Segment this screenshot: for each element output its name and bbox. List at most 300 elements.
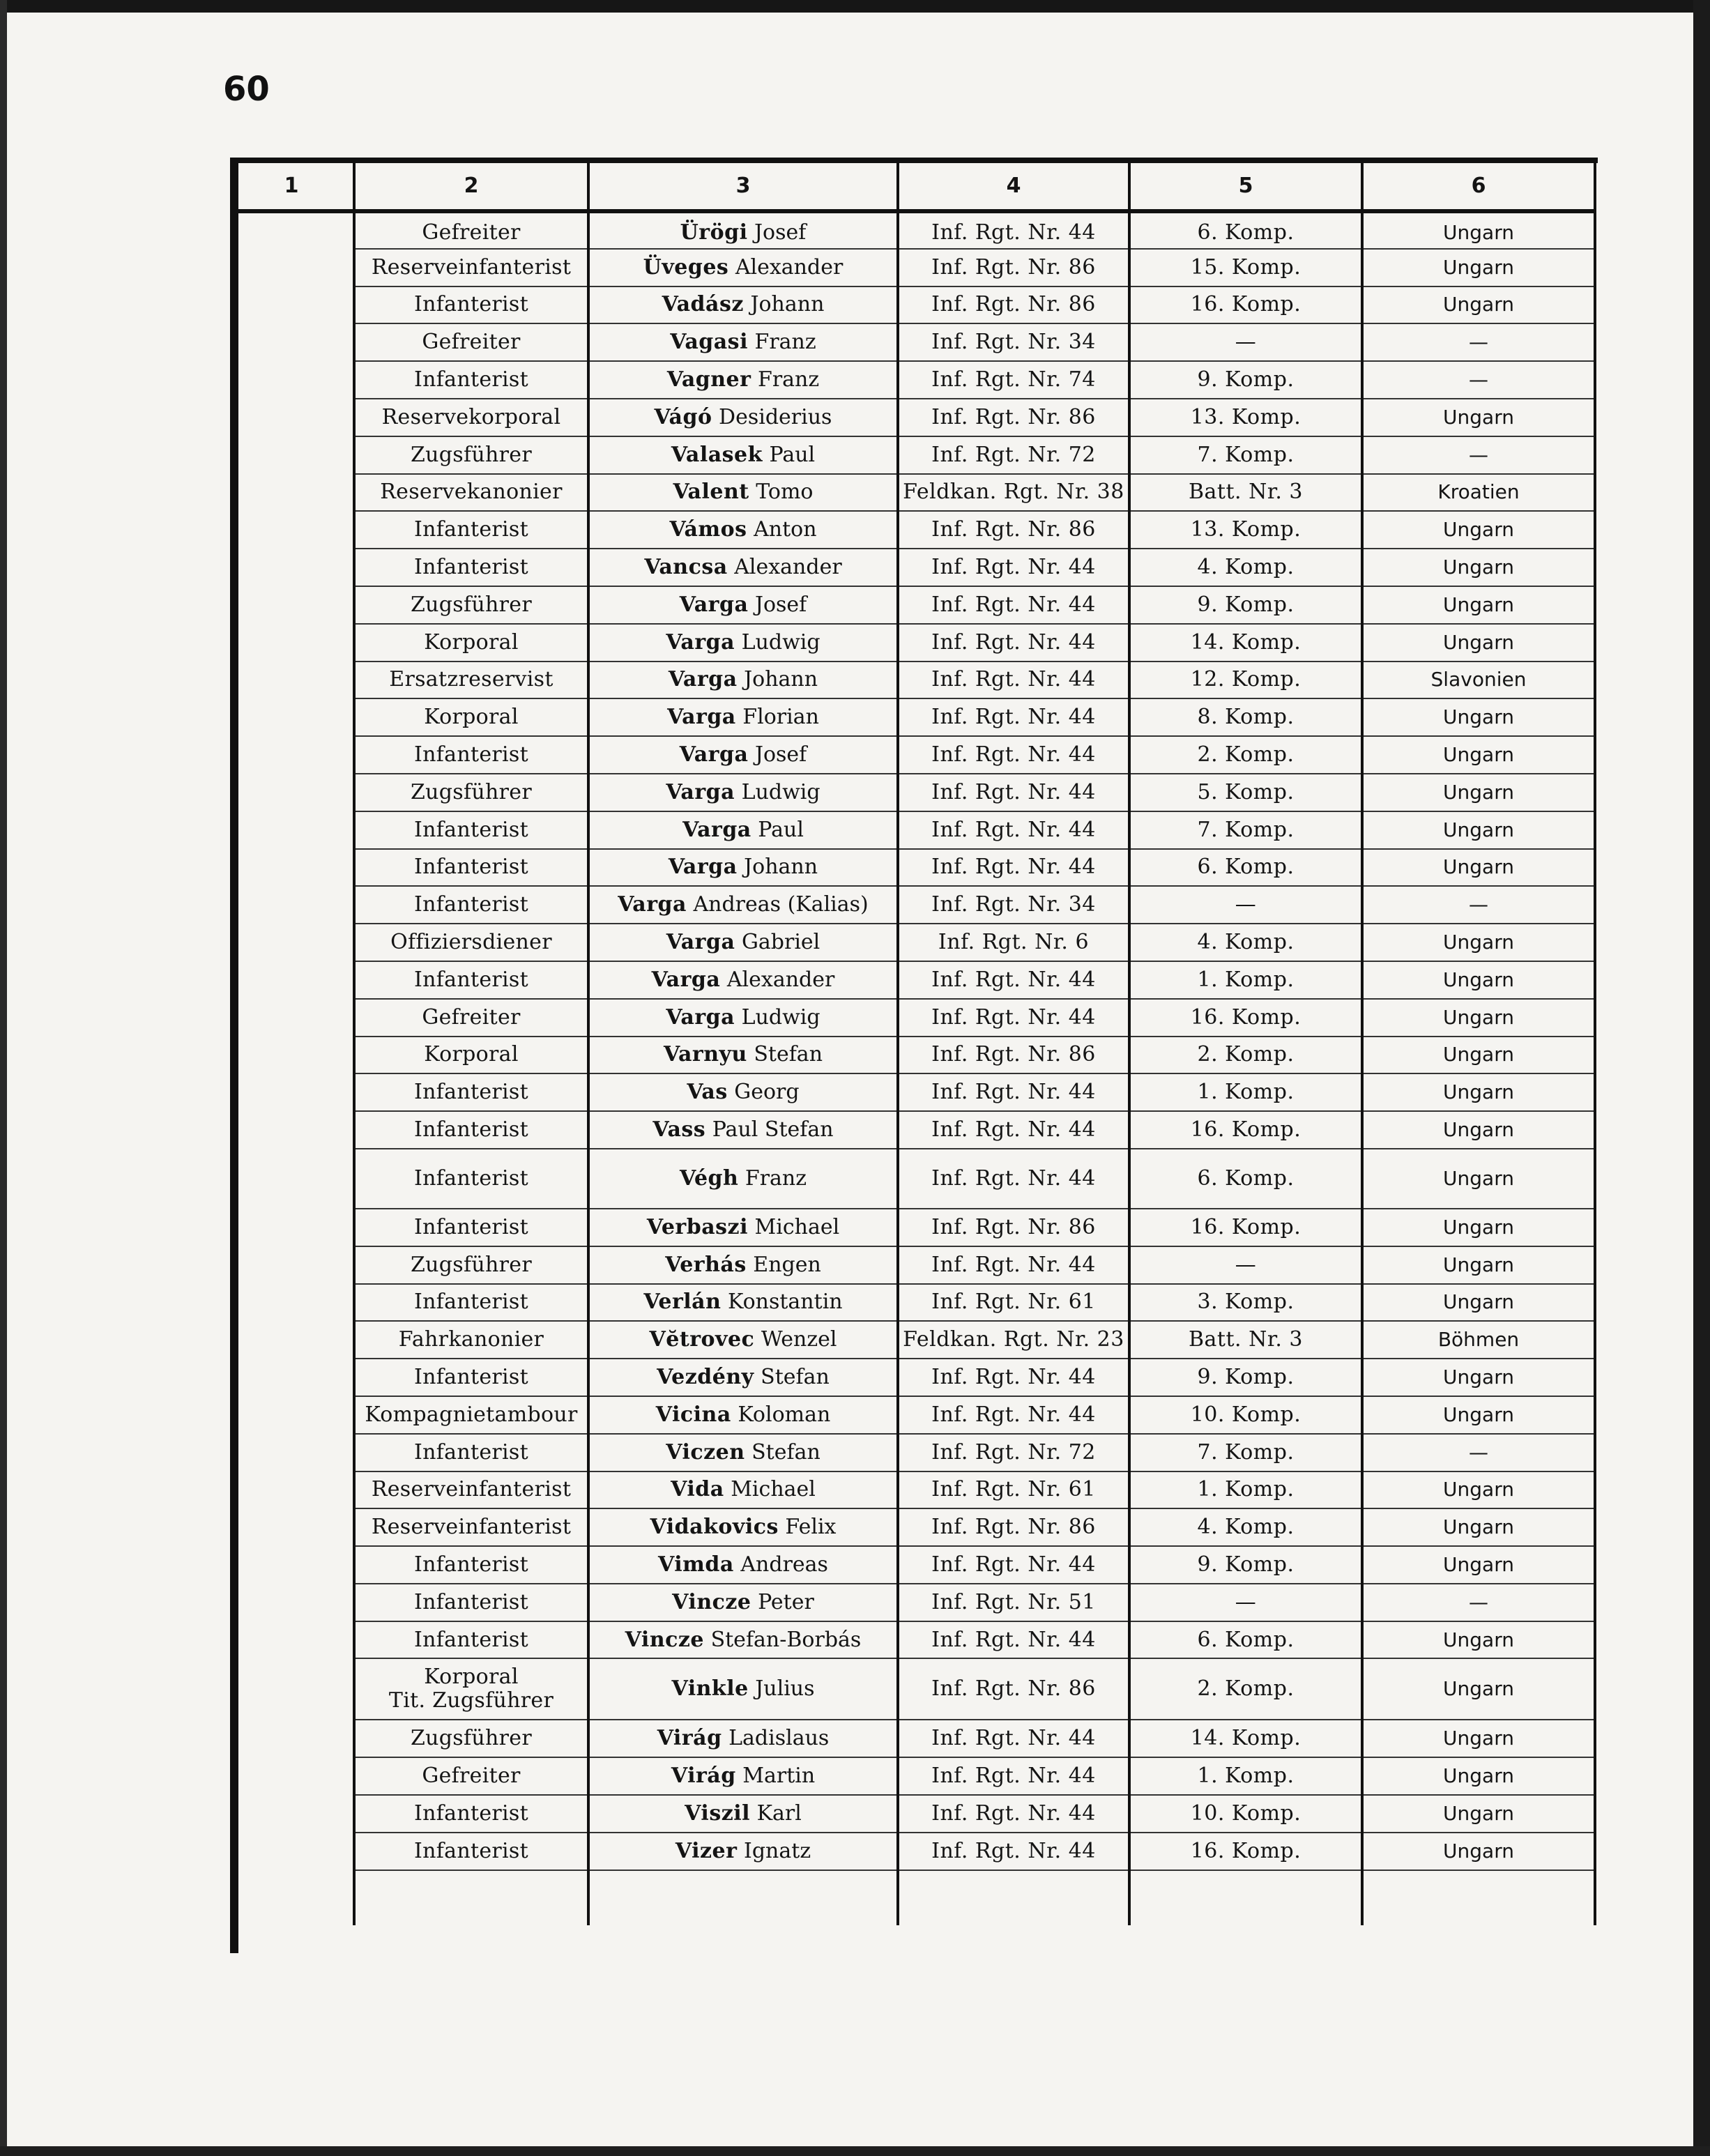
homeland-text: Ungarn: [1443, 1402, 1514, 1426]
table-trailing-space: [230, 1870, 1595, 1925]
given-name: Johann: [744, 667, 818, 692]
homeland-text: Ungarn: [1443, 1727, 1514, 1750]
unit-text: Inf. Rgt. Nr. 86: [931, 1676, 1096, 1702]
subunit-text: 10. Komp.: [1190, 1402, 1301, 1427]
cell-name: [588, 1658, 898, 1720]
subunit-text: 1. Komp.: [1197, 1477, 1295, 1502]
subunit-text: 2. Komp.: [1197, 1676, 1295, 1702]
cell-number: [230, 1720, 354, 1757]
rank-text: Zugsführer: [411, 442, 532, 467]
cell-subunit: [1129, 1246, 1362, 1284]
cell-rank: [354, 698, 588, 736]
cell-unit: [898, 1246, 1129, 1284]
cell-name: [588, 1508, 898, 1546]
cell-homeland: [1362, 1111, 1595, 1149]
cell-name: [588, 1471, 898, 1509]
cell-name: [588, 662, 898, 699]
subunit-text: Batt. Nr. 3: [1188, 480, 1304, 505]
homeland-text: Ungarn: [1443, 1552, 1514, 1576]
cell-subunit: [1129, 886, 1362, 924]
surname: Viszil: [685, 1801, 751, 1826]
cell-homeland: [1362, 774, 1595, 811]
rank-text: Infanterist: [414, 1365, 528, 1389]
cell-number: [230, 1037, 354, 1074]
table-row: [230, 474, 1595, 512]
homeland-text: Ungarn: [1443, 818, 1514, 841]
surname: Varga: [682, 817, 751, 842]
rank-text: Infanterist: [414, 1552, 528, 1577]
surname: Ürögi: [680, 220, 748, 245]
unit-text: Inf. Rgt. Nr. 44: [931, 705, 1096, 730]
cell-number: [230, 1149, 354, 1209]
cell-unit: [898, 211, 1129, 249]
subunit-text: 9. Komp.: [1197, 1552, 1295, 1577]
cell-homeland: [1362, 1508, 1595, 1546]
table-row: [230, 511, 1595, 549]
cell-unit: [898, 1658, 1129, 1720]
table-row: [230, 1471, 1595, 1509]
cell-rank: [354, 586, 588, 624]
homeland-text: Ungarn: [1443, 1290, 1514, 1314]
cell-unit: [898, 924, 1129, 961]
given-name: Julius: [755, 1676, 815, 1702]
cell-subunit: [1129, 1757, 1362, 1795]
rank-text: Infanterist: [414, 1838, 528, 1863]
cell-unit: [898, 811, 1129, 849]
subunit-text: 5. Komp.: [1197, 779, 1295, 804]
rank-text: Zugsführer: [411, 779, 532, 804]
table-row: [230, 624, 1595, 662]
homeland-text: —: [1469, 368, 1488, 392]
table-row: [230, 1284, 1595, 1322]
cell-homeland: [1362, 1757, 1595, 1795]
table-row: [230, 924, 1595, 961]
cell-number: [230, 886, 354, 924]
subunit-text: 6. Komp.: [1197, 220, 1295, 245]
homeland-text: Ungarn: [1443, 592, 1514, 616]
cell-name: [588, 999, 898, 1037]
cell-subunit: [1129, 474, 1362, 512]
subunit-text: 16. Komp.: [1190, 1214, 1301, 1239]
cell-name: [588, 361, 898, 399]
rank-text: Gefreiter: [422, 1004, 521, 1030]
rank-text: Gefreiter: [422, 1764, 521, 1789]
rank-text: Reserveinfanterist: [371, 1515, 572, 1540]
rank-text: Infanterist: [414, 1589, 528, 1614]
cell-subunit: [1129, 924, 1362, 961]
homeland-text: Slavonien: [1430, 668, 1527, 691]
cell-subunit: [1129, 1209, 1362, 1246]
cell-homeland: [1362, 999, 1595, 1037]
cell-name: [588, 1037, 898, 1074]
cell-homeland: [1362, 511, 1595, 549]
cell-number: [230, 1321, 354, 1359]
cell-subunit: [1129, 1546, 1362, 1584]
rank-text: Reservekanonier: [380, 480, 563, 505]
rank-text: Kompagnietambour: [365, 1402, 578, 1427]
cell-homeland: [1362, 1833, 1595, 1870]
cell-number: [230, 1284, 354, 1322]
surname: Vimda: [658, 1552, 734, 1577]
cell-rank: [354, 1073, 588, 1111]
table-row: [230, 662, 1595, 699]
empty-cell: [354, 1870, 588, 1925]
cell-homeland: [1362, 961, 1595, 999]
unit-text: Inf. Rgt. Nr. 44: [931, 1004, 1096, 1030]
homeland-text: Ungarn: [1443, 1764, 1514, 1788]
given-name: Desiderius: [719, 404, 832, 429]
given-name: Ludwig: [741, 629, 820, 655]
unit-text: Inf. Rgt. Nr. 86: [931, 1042, 1096, 1067]
cell-rank: [354, 211, 588, 249]
subunit-text: 13. Komp.: [1190, 404, 1301, 429]
given-name: Martin: [742, 1764, 816, 1789]
unit-text: Inf. Rgt. Nr. 86: [931, 404, 1096, 429]
given-name: Koloman: [738, 1402, 831, 1427]
subunit-text: 6. Komp.: [1197, 1165, 1295, 1191]
cell-unit: [898, 698, 1129, 736]
cell-homeland: [1362, 1246, 1595, 1284]
unit-text: Inf. Rgt. Nr. 44: [931, 667, 1096, 692]
cell-homeland: [1362, 586, 1595, 624]
surname: Varnyu: [663, 1042, 747, 1067]
unit-text: Inf. Rgt. Nr. 44: [931, 779, 1096, 804]
homeland-text: Ungarn: [1443, 968, 1514, 991]
given-name: Paul: [758, 817, 804, 842]
surname: Vida: [671, 1477, 724, 1502]
given-name: Alexander: [735, 254, 843, 280]
surname: Varga: [618, 892, 687, 917]
surname: Üveges: [643, 254, 729, 280]
cell-rank: [354, 1757, 588, 1795]
table-row: [230, 1833, 1595, 1870]
cell-number: [230, 436, 354, 474]
table-row: [230, 1508, 1595, 1546]
given-name: Andreas: [740, 1552, 828, 1577]
cell-number: [230, 1584, 354, 1621]
table-row: [230, 811, 1595, 849]
cell-unit: [898, 586, 1129, 624]
surname: Virág: [671, 1764, 736, 1789]
cell-number: [230, 1359, 354, 1396]
cell-unit: [898, 1584, 1129, 1621]
table-row: [230, 249, 1595, 286]
rank-text: Korporal: [424, 1665, 519, 1690]
homeland-text: —: [1469, 1440, 1488, 1464]
cell-name: [588, 1621, 898, 1659]
surname: Virág: [657, 1726, 722, 1751]
table-row: [230, 1795, 1595, 1833]
surname: Varga: [651, 967, 721, 992]
cell-rank: [354, 1546, 588, 1584]
cell-rank: [354, 849, 588, 887]
cell-homeland: [1362, 662, 1595, 699]
cell-subunit: [1129, 436, 1362, 474]
unit-text: Feldkan. Rgt. Nr. 38: [903, 480, 1124, 505]
unit-text: Inf. Rgt. Nr. 44: [931, 1365, 1096, 1389]
given-name: Konstantin: [727, 1290, 843, 1315]
cell-subunit: [1129, 774, 1362, 811]
cell-unit: [898, 774, 1129, 811]
rank-text: Infanterist: [414, 292, 528, 317]
unit-text: Inf. Rgt. Nr. 86: [931, 254, 1096, 280]
unit-text: Inf. Rgt. Nr. 44: [931, 1627, 1096, 1652]
surname: Végh: [679, 1165, 739, 1191]
cell-number: [230, 1621, 354, 1659]
cell-unit: [898, 961, 1129, 999]
scan-edge-left: [0, 0, 7, 2156]
unit-text: Inf. Rgt. Nr. 86: [931, 517, 1096, 542]
cell-subunit: [1129, 286, 1362, 324]
cell-rank: [354, 1584, 588, 1621]
cell-subunit: [1129, 1037, 1362, 1074]
cell-subunit: [1129, 1658, 1362, 1720]
cell-name: [588, 1359, 898, 1396]
cell-homeland: [1362, 886, 1595, 924]
rank-text: Infanterist: [414, 555, 528, 580]
cell-subunit: [1129, 1795, 1362, 1833]
cell-subunit: [1129, 511, 1362, 549]
cell-unit: [898, 1073, 1129, 1111]
table-row: [230, 736, 1595, 774]
cell-unit: [898, 1546, 1129, 1584]
subunit-text: 6. Komp.: [1197, 855, 1295, 880]
cell-name: [588, 1284, 898, 1322]
empty-cell: [588, 1870, 898, 1925]
cell-rank: [354, 474, 588, 512]
table-row: [230, 211, 1595, 249]
cell-homeland: [1362, 286, 1595, 324]
cell-subunit: [1129, 1284, 1362, 1322]
cell-unit: [898, 1621, 1129, 1659]
cell-unit: [898, 286, 1129, 324]
surname: Valent: [673, 480, 749, 505]
cell-rank: [354, 1396, 588, 1434]
cell-number: [230, 1658, 354, 1720]
table-row: [230, 886, 1595, 924]
homeland-text: Ungarn: [1443, 1043, 1514, 1066]
subunit-text: 15. Komp.: [1190, 254, 1301, 280]
cell-name: [588, 1546, 898, 1584]
cell-subunit: [1129, 624, 1362, 662]
homeland-text: Ungarn: [1443, 1253, 1514, 1276]
cell-subunit: [1129, 1111, 1362, 1149]
subunit-text: 13. Komp.: [1190, 517, 1301, 542]
surname: Vass: [652, 1117, 706, 1142]
surname: Vizer: [675, 1838, 738, 1863]
cell-subunit: [1129, 1396, 1362, 1434]
given-name: Franz: [745, 1165, 807, 1191]
subunit-text: 7. Komp.: [1197, 817, 1295, 842]
unit-text: Inf. Rgt. Nr. 44: [931, 1838, 1096, 1863]
cell-rank: [354, 511, 588, 549]
unit-text: Inf. Rgt. Nr. 44: [931, 220, 1096, 245]
cell-homeland: [1362, 1434, 1595, 1471]
cell-homeland: [1362, 624, 1595, 662]
subunit-text: 2. Komp.: [1197, 742, 1295, 767]
cell-homeland: [1362, 1720, 1595, 1757]
cell-name: [588, 474, 898, 512]
unit-text: Inf. Rgt. Nr. 44: [931, 817, 1096, 842]
homeland-text: Ungarn: [1443, 743, 1514, 767]
subunit-text: 3. Komp.: [1197, 1290, 1295, 1315]
column-header-5: 5: [1129, 162, 1362, 211]
cell-unit: [898, 323, 1129, 361]
unit-text: Inf. Rgt. Nr. 44: [931, 742, 1096, 767]
rank-text: Ersatzreservist: [389, 667, 554, 692]
cell-unit: [898, 999, 1129, 1037]
unit-text: Inf. Rgt. Nr. 86: [931, 1214, 1096, 1239]
cell-number: [230, 698, 354, 736]
unit-text: Inf. Rgt. Nr. 44: [931, 1252, 1096, 1277]
table-row: [230, 774, 1595, 811]
given-name: Michael: [731, 1477, 816, 1502]
rank-text: Korporal: [424, 705, 519, 730]
cell-rank: [354, 1621, 588, 1659]
cell-number: [230, 736, 354, 774]
cell-name: [588, 961, 898, 999]
cell-subunit: [1129, 849, 1362, 887]
cell-rank: [354, 1284, 588, 1322]
subunit-text: 16. Komp.: [1190, 1117, 1301, 1142]
cell-unit: [898, 1111, 1129, 1149]
subunit-text: 8. Komp.: [1197, 705, 1295, 730]
subunit-text: 1. Komp.: [1197, 967, 1295, 992]
column-header-6: 6: [1362, 162, 1595, 211]
surname: Varga: [679, 742, 749, 767]
cell-rank: [354, 1471, 588, 1509]
table-left-border: [230, 162, 238, 1953]
cell-name: [588, 399, 898, 436]
surname: Vancsa: [644, 555, 728, 580]
cell-number: [230, 662, 354, 699]
given-name: Josef: [754, 592, 807, 617]
cell-homeland: [1362, 736, 1595, 774]
given-name: Florian: [742, 705, 819, 730]
homeland-text: —: [1469, 330, 1488, 354]
surname: Verhás: [665, 1252, 747, 1277]
cell-homeland: [1362, 1359, 1595, 1396]
cell-rank: [354, 361, 588, 399]
surname: Varga: [679, 592, 749, 617]
cell-unit: [898, 736, 1129, 774]
given-name: Josef: [754, 742, 807, 767]
cell-rank: [354, 1359, 588, 1396]
homeland-text: Ungarn: [1443, 293, 1514, 316]
cell-number: [230, 323, 354, 361]
given-name: Franz: [758, 367, 820, 392]
cell-subunit: [1129, 662, 1362, 699]
homeland-text: Ungarn: [1443, 405, 1514, 429]
rank-text: Infanterist: [414, 1439, 528, 1465]
table-row: [230, 849, 1595, 887]
subunit-text: 4. Komp.: [1197, 1515, 1295, 1540]
subunit-text: Batt. Nr. 3: [1188, 1327, 1304, 1352]
homeland-text: Ungarn: [1443, 1478, 1514, 1501]
cell-number: [230, 811, 354, 849]
cell-name: [588, 1073, 898, 1111]
cell-unit: [898, 399, 1129, 436]
cell-rank: [354, 1209, 588, 1246]
surname: Verlán: [643, 1290, 722, 1315]
cell-rank: [354, 662, 588, 699]
homeland-text: Ungarn: [1443, 1628, 1514, 1651]
cell-unit: [898, 1757, 1129, 1795]
cell-rank: [354, 924, 588, 961]
unit-text: Inf. Rgt. Nr. 86: [931, 1515, 1096, 1540]
cell-name: [588, 1720, 898, 1757]
homeland-text: Ungarn: [1443, 855, 1514, 879]
rank-text: Infanterist: [414, 1214, 528, 1239]
subunit-text: 9. Komp.: [1197, 367, 1295, 392]
cell-rank: [354, 961, 588, 999]
surname: Vincze: [672, 1589, 751, 1614]
subunit-text: 9. Komp.: [1197, 1365, 1295, 1389]
rank-text: Reserveinfanterist: [371, 254, 572, 280]
cell-number: [230, 624, 354, 662]
cell-homeland: [1362, 1396, 1595, 1434]
unit-text: Inf. Rgt. Nr. 61: [931, 1290, 1096, 1315]
table-row: [230, 999, 1595, 1037]
homeland-text: Ungarn: [1443, 1080, 1514, 1104]
surname: Vagner: [666, 367, 751, 392]
rank-title-text: Tit. Zugsführer: [388, 1688, 554, 1713]
cell-subunit: [1129, 1073, 1362, 1111]
cell-number: [230, 1434, 354, 1471]
unit-text: Inf. Rgt. Nr. 44: [931, 555, 1096, 580]
surname: Vidakovics: [650, 1515, 779, 1540]
homeland-text: Ungarn: [1443, 1677, 1514, 1701]
cell-rank: [354, 1149, 588, 1209]
given-name: Ladislaus: [728, 1726, 830, 1751]
cell-name: [588, 1209, 898, 1246]
given-name: Paul: [769, 442, 816, 467]
rank-text: Infanterist: [414, 817, 528, 842]
rank-text: Infanterist: [414, 1290, 528, 1315]
rank-text: Gefreiter: [422, 220, 521, 245]
cell-unit: [898, 1359, 1129, 1396]
cell-number: [230, 849, 354, 887]
subunit-text: 7. Komp.: [1197, 442, 1295, 467]
cell-unit: [898, 249, 1129, 286]
rank-text: Reserveinfanterist: [371, 1477, 572, 1502]
cell-unit: [898, 436, 1129, 474]
homeland-text: Ungarn: [1443, 1118, 1514, 1142]
rank-text: Infanterist: [414, 1165, 528, 1191]
rank-text: Offiziersdiener: [390, 930, 552, 955]
homeland-text: Ungarn: [1443, 220, 1514, 244]
cell-name: [588, 811, 898, 849]
cell-name: [588, 436, 898, 474]
table-row: [230, 1546, 1595, 1584]
homeland-text: Ungarn: [1443, 931, 1514, 954]
cell-subunit: [1129, 1720, 1362, 1757]
scan-edge-bottom: [0, 2146, 1710, 2156]
cell-unit: [898, 1720, 1129, 1757]
cell-number: [230, 211, 354, 249]
cell-unit: [898, 886, 1129, 924]
table-row: [230, 1720, 1595, 1757]
cell-subunit: [1129, 399, 1362, 436]
cell-number: [230, 1795, 354, 1833]
given-name: Georg: [734, 1080, 800, 1105]
unit-text: Inf. Rgt. Nr. 72: [931, 1439, 1096, 1465]
cell-subunit: [1129, 1359, 1362, 1396]
table-row: [230, 1396, 1595, 1434]
cell-homeland: [1362, 1073, 1595, 1111]
cell-name: [588, 924, 898, 961]
surname: Varga: [668, 855, 738, 880]
